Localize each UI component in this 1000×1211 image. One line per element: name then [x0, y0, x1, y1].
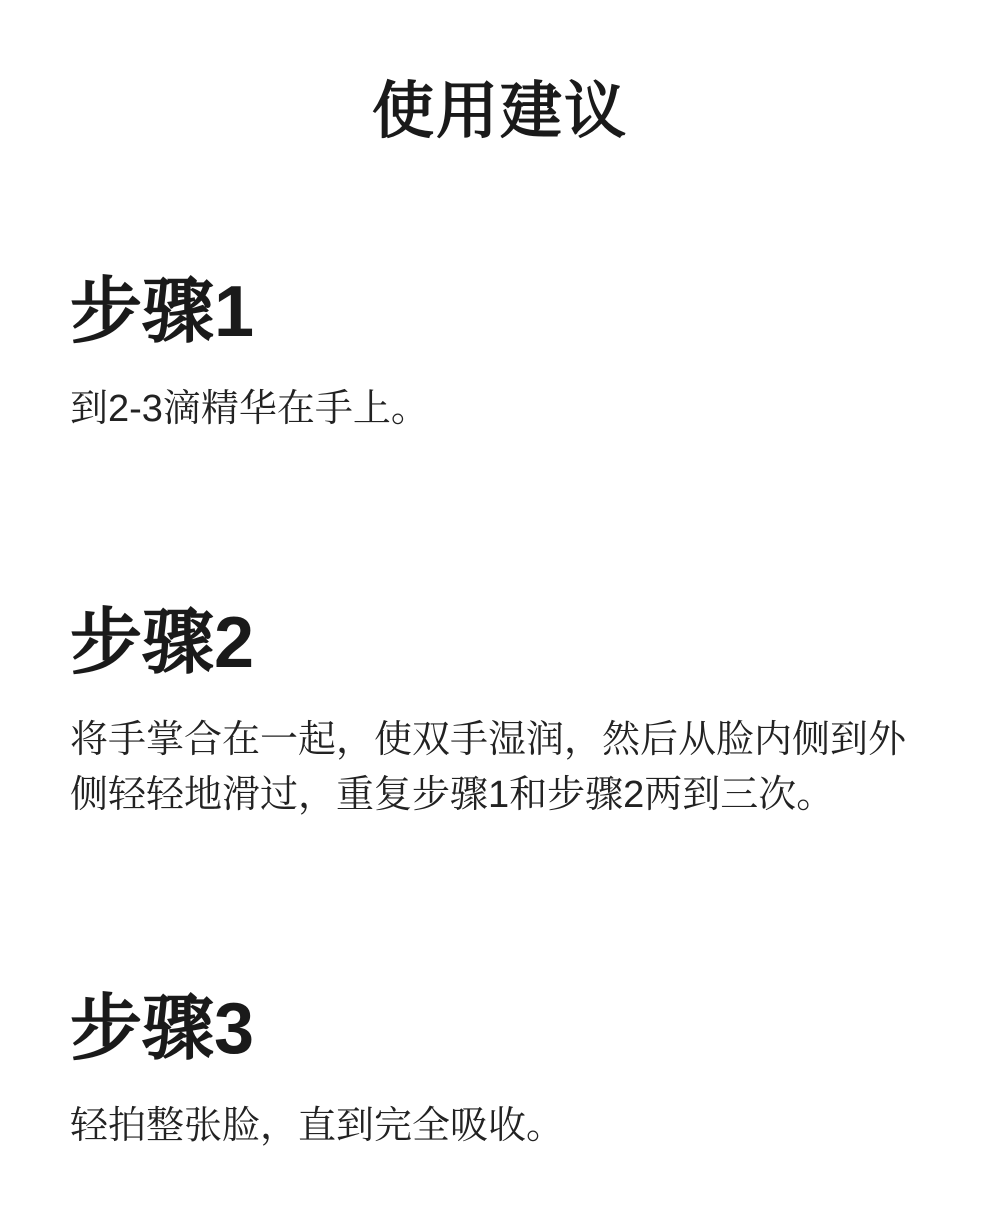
steps-list	[0, 272, 1000, 1154]
page-title: 使用建议	[371, 77, 628, 146]
step-body: 轻拍整张脸，直到完全吸收。	[70, 1105, 565, 1148]
step-heading: 步骤2	[70, 603, 255, 684]
step-heading: 步骤3	[70, 989, 255, 1070]
step-item	[0, 989, 1000, 1154]
step-body: 到2-3滴精华在手上。	[70, 388, 429, 431]
step-item	[0, 603, 1000, 823]
step-item	[0, 272, 1000, 437]
step-body: 将手掌合在一起，使双手湿润，然后从脸内侧到外侧轻轻地滑过，重复步骤1和步骤2两到三次。	[70, 719, 907, 817]
step-heading: 步骤1	[70, 272, 255, 353]
